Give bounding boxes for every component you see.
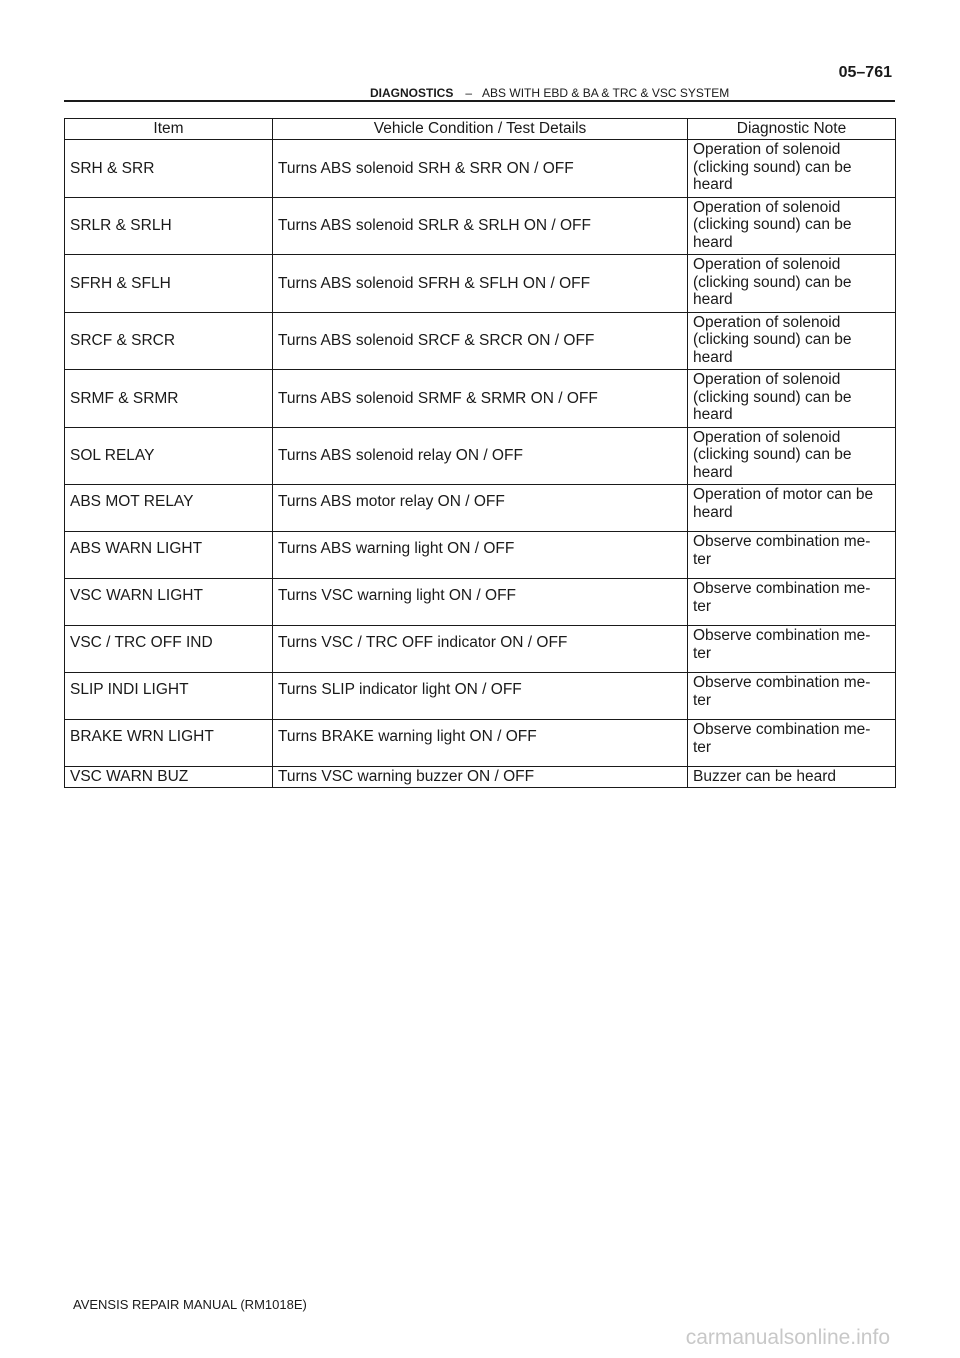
table-row (65, 255, 896, 313)
note-line: Operation of solenoid (693, 198, 841, 216)
note-line: ter (693, 644, 712, 662)
running-head-dash: – (465, 86, 473, 100)
running-head (370, 86, 729, 100)
note-line: (clicking sound) can be (693, 331, 852, 348)
watermark: carmanualsonline.info (685, 1326, 890, 1349)
cell-item: SRH & SRR (65, 140, 273, 198)
note-line: Observe combination me- (693, 721, 871, 738)
note-line: Operation of motor can be (693, 486, 874, 503)
note-line: Operation of solenoid (693, 313, 841, 331)
note-line: Operation of solenoid (693, 428, 841, 446)
column-header-note: Diagnostic Note (688, 119, 896, 140)
table-header-row (65, 119, 896, 140)
note-line: (clicking sound) can be (693, 216, 852, 233)
note-line: Observe combination me- (693, 627, 871, 644)
cell-condition: Turns VSC / TRC OFF indicator ON / OFF (273, 626, 688, 673)
note-line: Observe combination me- (693, 674, 871, 691)
cell-condition: Turns ABS solenoid relay ON / OFF (273, 427, 688, 485)
note-line: Operation of solenoid (693, 256, 841, 273)
active-test-table (64, 118, 896, 788)
note-line: heard (693, 348, 733, 366)
cell-note (688, 532, 896, 579)
note-line: (clicking sound) can be (693, 446, 852, 463)
cell-item: SOL RELAY (65, 427, 273, 485)
table-row (65, 427, 896, 485)
cell-note (688, 673, 896, 720)
table-row (65, 370, 896, 428)
cell-note (688, 427, 896, 485)
cell-note (688, 255, 896, 313)
note-line: ter (693, 597, 712, 615)
note-line: ter (693, 691, 712, 709)
table-row (65, 197, 896, 255)
cell-note (688, 370, 896, 428)
cell-item: SRCF & SRCR (65, 312, 273, 370)
cell-note (688, 767, 896, 788)
cell-condition: Turns SLIP indicator light ON / OFF (273, 673, 688, 720)
cell-note (688, 626, 896, 673)
cell-note (688, 485, 896, 532)
note-line: (clicking sound) can be (693, 273, 852, 291)
table-row (65, 532, 896, 579)
cell-condition: Turns ABS motor relay ON / OFF (273, 485, 688, 532)
note-line: heard (693, 463, 733, 481)
note-line: heard (693, 291, 733, 308)
cell-note (688, 720, 896, 767)
cell-item: SLIP INDI LIGHT (65, 673, 273, 720)
page-number: 05–761 (838, 64, 892, 81)
cell-condition: Turns ABS warning light ON / OFF (273, 532, 688, 579)
cell-item: SRMF & SRMR (65, 370, 273, 428)
cell-item: VSC WARN LIGHT (65, 579, 273, 626)
cell-item: SFRH & SFLH (65, 255, 273, 313)
table-row (65, 579, 896, 626)
cell-note (688, 197, 896, 255)
cell-note (688, 312, 896, 370)
table-body (65, 140, 896, 788)
note-line: ter (693, 738, 712, 756)
table-row (65, 140, 896, 198)
column-header-item: Item (65, 119, 273, 140)
cell-condition: Turns ABS solenoid SFRH & SFLH ON / OFF (273, 255, 688, 313)
cell-item: VSC / TRC OFF IND (65, 626, 273, 673)
table-row (65, 720, 896, 767)
table-row (65, 673, 896, 720)
footer-manual-title: AVENSIS REPAIR MANUAL (RM1018E) (73, 1297, 307, 1312)
running-head-section: DIAGNOSTICS (370, 86, 454, 100)
cell-note (688, 579, 896, 626)
note-line: Observe combination me- (693, 580, 871, 597)
cell-item: BRAKE WRN LIGHT (65, 720, 273, 767)
table-row (65, 626, 896, 673)
cell-note (688, 140, 896, 198)
running-head-subsection: ABS WITH EBD & BA & TRC & VSC SYSTEM (482, 86, 730, 100)
cell-item: ABS MOT RELAY (65, 485, 273, 532)
cell-item: ABS WARN LIGHT (65, 532, 273, 579)
cell-item: SRLR & SRLH (65, 197, 273, 255)
table-row (65, 485, 896, 532)
note-line: Buzzer can be heard (693, 768, 837, 785)
note-line: heard (693, 176, 733, 193)
cell-item: VSC WARN BUZ (65, 767, 273, 788)
cell-condition: Turns VSC warning light ON / OFF (273, 579, 688, 626)
note-line: (clicking sound) can be (693, 158, 852, 176)
note-line: heard (693, 406, 733, 423)
note-line: heard (693, 503, 733, 521)
table-row (65, 312, 896, 370)
cell-condition: Turns ABS solenoid SRCF & SRCR ON / OFF (273, 312, 688, 370)
cell-condition: Turns BRAKE warning light ON / OFF (273, 720, 688, 767)
cell-condition: Turns ABS solenoid SRMF & SRMR ON / OFF (273, 370, 688, 428)
note-line: (clicking sound) can be (693, 388, 852, 406)
cell-condition: Turns ABS solenoid SRH & SRR ON / OFF (273, 140, 688, 198)
note-line: heard (693, 233, 733, 251)
cell-condition: Turns ABS solenoid SRLR & SRLH ON / OFF (273, 197, 688, 255)
header-rule (64, 100, 895, 102)
cell-condition: Turns VSC warning buzzer ON / OFF (273, 767, 688, 788)
note-line: Operation of solenoid (693, 141, 841, 158)
column-header-condition: Vehicle Condition / Test Details (273, 119, 688, 140)
note-line: ter (693, 550, 712, 568)
note-line: Observe combination me- (693, 533, 871, 550)
table-row (65, 767, 896, 788)
note-line: Operation of solenoid (693, 371, 841, 388)
